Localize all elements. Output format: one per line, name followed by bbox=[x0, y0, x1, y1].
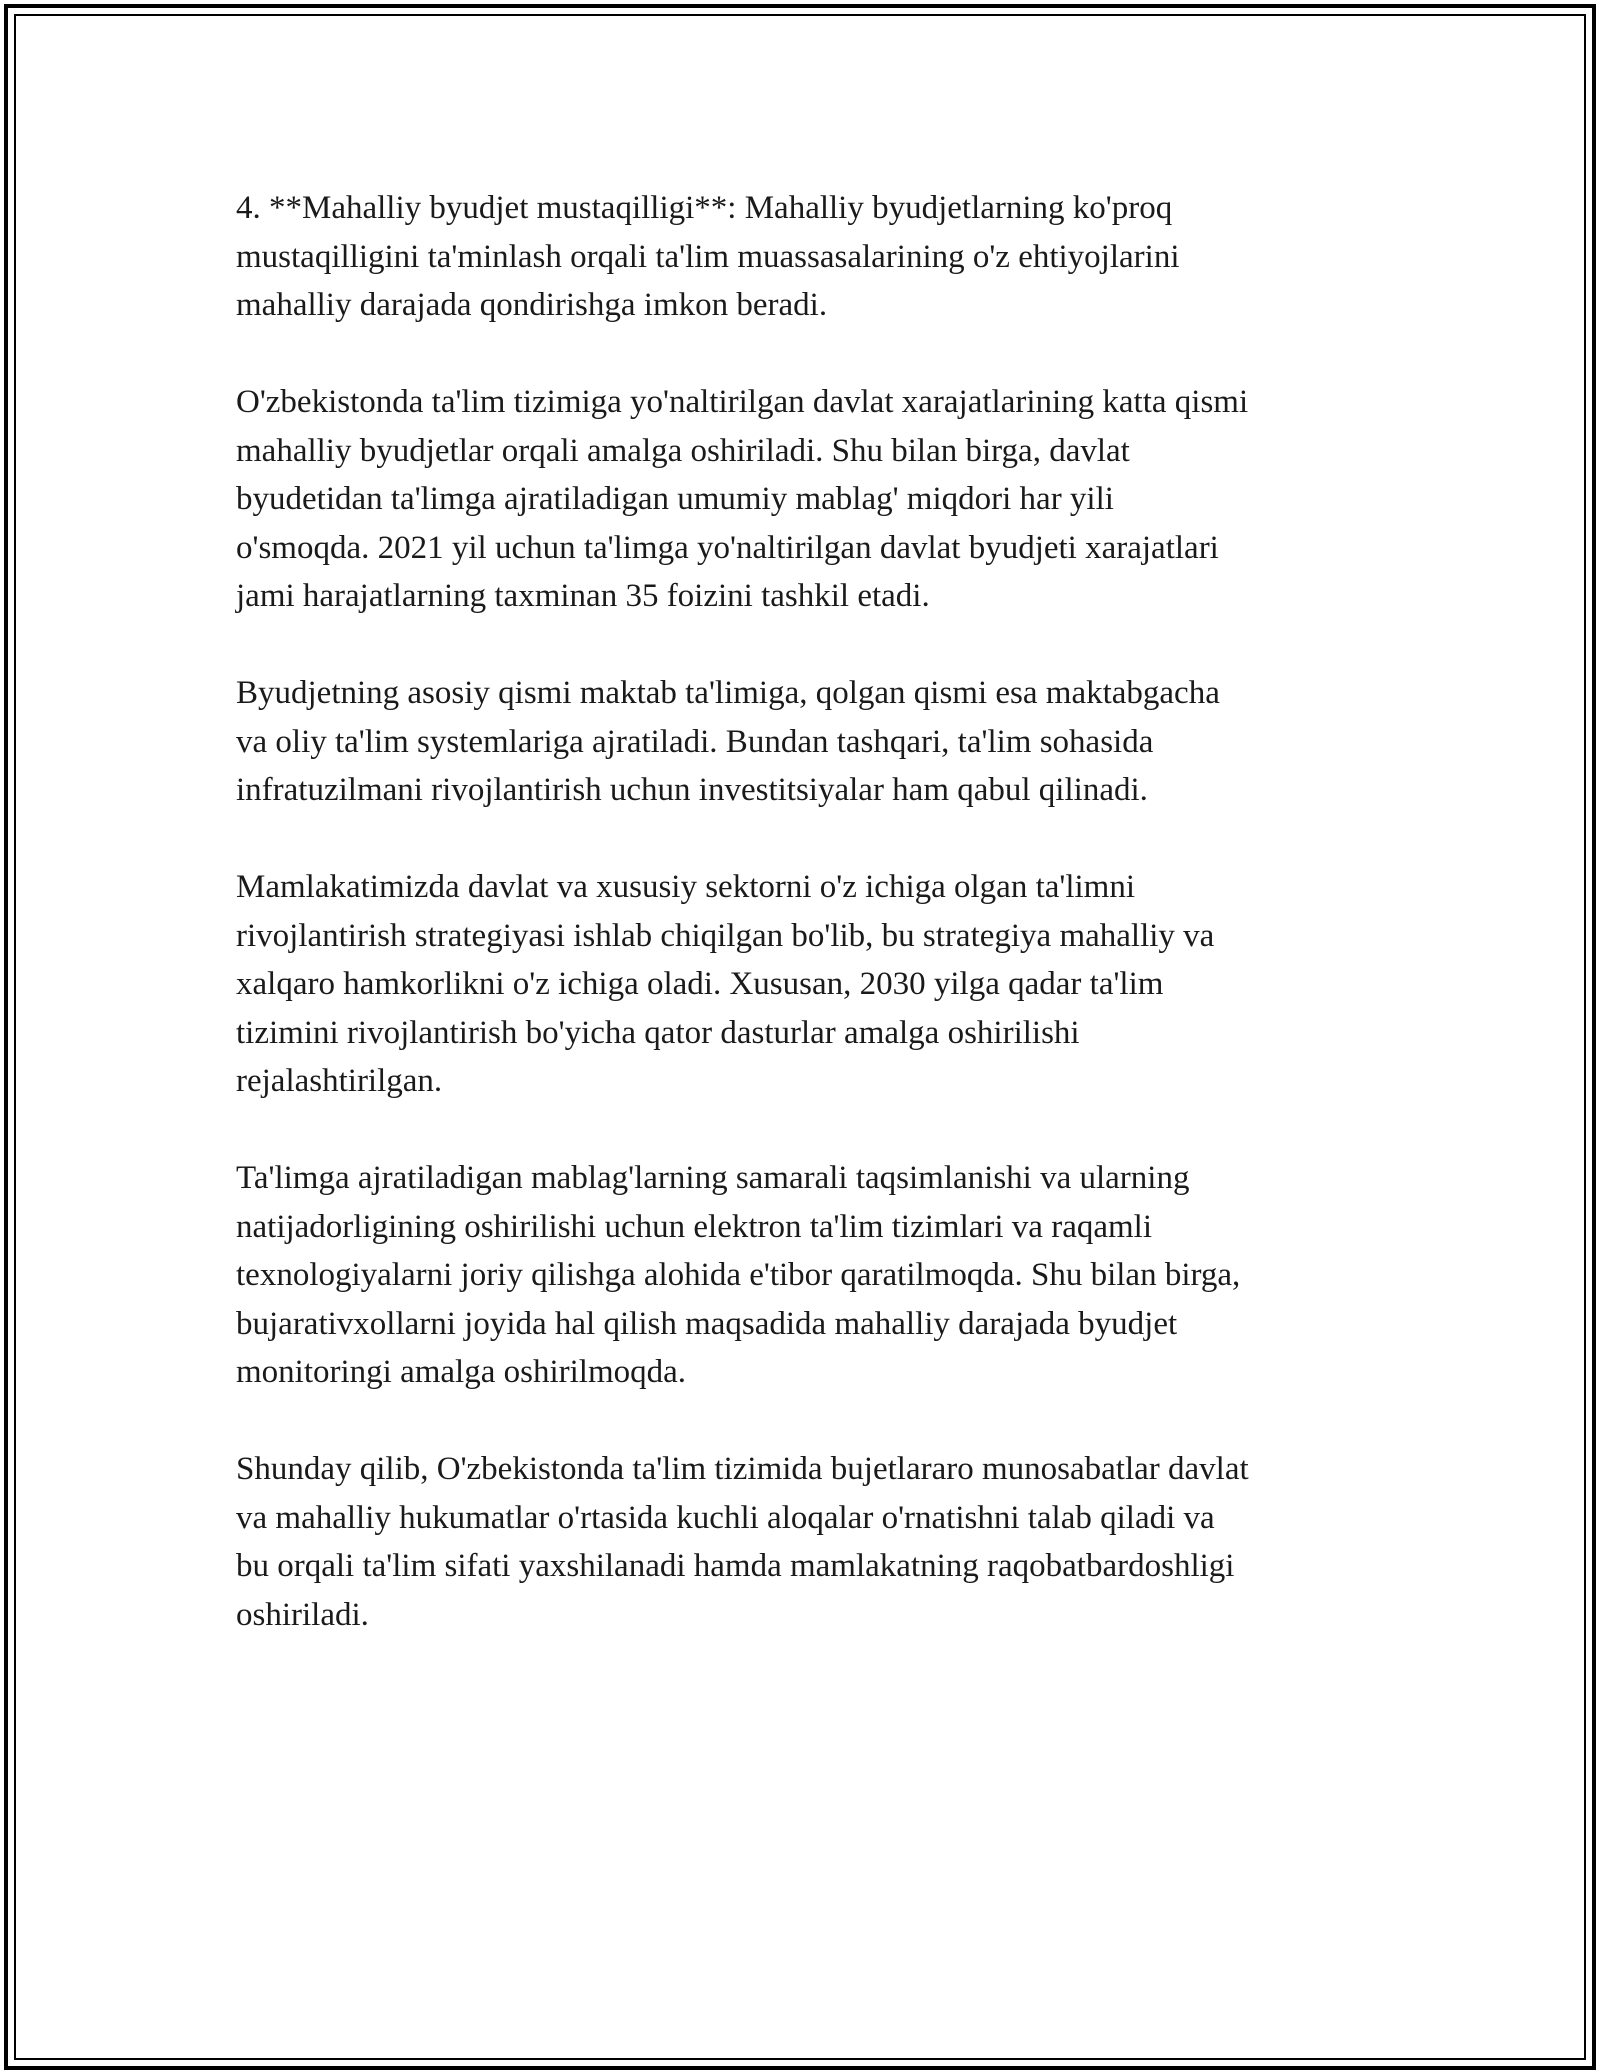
paragraph-budget-allocation bbox=[236, 669, 1366, 815]
text-line: va oliy ta'lim systemlariga ajratiladi. Bundan tashqari, ta'lim sohasida bbox=[236, 723, 1154, 760]
text-line: infratuzilmani rivojlantirish uchun investitsiyalar ham qabul qilinadi. bbox=[236, 772, 1148, 808]
document-body bbox=[236, 184, 1366, 1688]
text-line: bu orqali ta'lim sifati yaxshilanadi hamda mamlakatning raqobatbardoshligi bbox=[236, 1548, 1235, 1584]
paragraph-conclusion bbox=[236, 1445, 1366, 1639]
text-line: 4. **Mahalliy byudjet mustaqilligi**: Mahalliy byudjetlarning ko'proq bbox=[236, 190, 1173, 226]
text-line: monitoringi amalga oshirilmoqda. bbox=[236, 1354, 687, 1390]
text-line: rejalashtirilgan. bbox=[236, 1063, 443, 1099]
text-line: texnologiyalarni joriy qilishga alohida e'tibor qaratilmoqda. Shu bilan birga, bbox=[236, 1257, 1241, 1293]
text-line: bujarativxollarni joyida hal qilish maqsadida mahalliy darajada byudjet bbox=[236, 1305, 1178, 1342]
text-line: tizimini rivojlantirish bo'yicha qator dasturlar amalga oshirilishi bbox=[236, 1014, 1080, 1051]
paragraph-development-strategy bbox=[236, 863, 1366, 1106]
text-line: oshiriladi. bbox=[236, 1596, 369, 1633]
paragraph-education-expenditure bbox=[236, 378, 1366, 621]
text-line: mahalliy byudjetlar orqali amalga oshiriladi. Shu bilan birga, davlat bbox=[236, 432, 1130, 469]
text-line: o'smoqda. 2021 yil uchun ta'limga yo'naltirilgan davlat byudjeti xarajatlari bbox=[236, 529, 1219, 566]
text-line: mahalliy darajada qondirishga imkon beradi. bbox=[236, 287, 828, 323]
text-line: O'zbekistonda ta'lim tizimiga yo'naltirilgan davlat xarajatlarining katta qismi bbox=[236, 384, 1249, 420]
text-line: natijadorligining oshirilishi uchun elektron ta'lim tizimlari va raqamli bbox=[236, 1208, 1152, 1245]
text-line: xalqaro hamkorlikni o'z ichiga oladi. Xususan, 2030 yilga qadar ta'lim bbox=[236, 966, 1164, 1002]
text-line: byudetidan ta'limga ajratiladigan umumiy mablag' miqdori har yili bbox=[236, 481, 1114, 517]
text-line: jami harajatlarning taxminan 35 foizini tashkil etadi. bbox=[236, 578, 930, 614]
paragraph-local-budget-independence bbox=[236, 184, 1366, 330]
text-line: rivojlantirish strategiyasi ishlab chiqilgan bo'lib, bu strategiya mahalliy va bbox=[236, 917, 1215, 954]
text-line: Shunday qilib, O'zbekistonda ta'lim tizimida bujetlararo munosabatlar davlat bbox=[236, 1451, 1249, 1487]
text-line: Mamlakatimizda davlat va xususiy sektorni o'z ichiga olgan ta'limni bbox=[236, 869, 1136, 905]
text-line: va mahalliy hukumatlar o'rtasida kuchli aloqalar o'rnatishni talab qiladi va bbox=[236, 1499, 1215, 1536]
text-line: mustaqilligini ta'minlash orqali ta'lim muassasalarining o'z ehtiyojlarini bbox=[236, 238, 1180, 275]
paragraph-digital-education bbox=[236, 1154, 1366, 1397]
text-line: Ta'limga ajratiladigan mablag'larning samarali taqsimlanishi va ularning bbox=[236, 1160, 1190, 1196]
text-line: Byudjetning asosiy qismi maktab ta'limiga, qolgan qismi esa maktabgacha bbox=[236, 675, 1220, 711]
